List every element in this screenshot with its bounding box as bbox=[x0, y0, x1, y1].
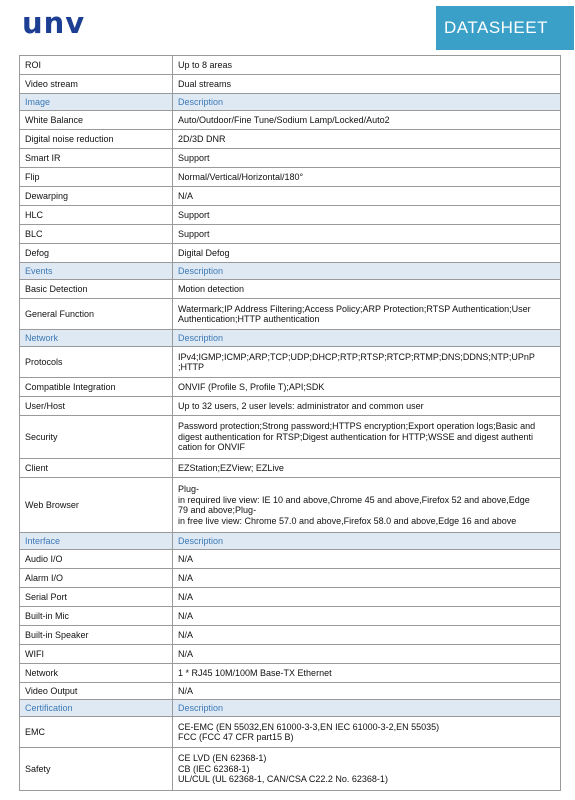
spec-label: White Balance bbox=[20, 111, 173, 130]
spec-row bbox=[20, 299, 561, 330]
section-description-header bbox=[173, 263, 561, 280]
spec-table bbox=[19, 55, 561, 791]
spec-row bbox=[20, 187, 561, 206]
spec-label: BLC bbox=[20, 225, 173, 244]
spec-value-line: Watermark;IP Address Filtering;Access Policy;ARP Protection;RTSP Authentication;User bbox=[178, 303, 531, 314]
spec-value-line: Normal/Vertical/Horizontal/180° bbox=[178, 171, 304, 182]
spec-label: EMC bbox=[20, 717, 173, 748]
spec-row bbox=[20, 588, 561, 607]
spec-value bbox=[173, 607, 561, 626]
spec-value-line: Support bbox=[178, 228, 210, 239]
spec-row bbox=[20, 569, 561, 588]
spec-label: Basic Detection bbox=[20, 280, 173, 299]
spec-label: Serial Port bbox=[20, 588, 173, 607]
spec-value-line: Description bbox=[178, 702, 224, 713]
spec-value-line: N/A bbox=[178, 553, 194, 564]
spec-row bbox=[20, 626, 561, 645]
spec-value-line: Description bbox=[178, 332, 224, 343]
spec-value bbox=[173, 378, 561, 397]
spec-label: Flip bbox=[20, 168, 173, 187]
spec-value-line: Description bbox=[178, 96, 224, 107]
spec-value bbox=[173, 717, 561, 748]
spec-value-line: Authentication;HTTP authentication bbox=[178, 314, 320, 324]
spec-value bbox=[173, 280, 561, 299]
spec-label: Alarm I/O bbox=[20, 569, 173, 588]
spec-value bbox=[173, 588, 561, 607]
spec-row bbox=[20, 607, 561, 626]
spec-value bbox=[173, 626, 561, 645]
spec-row bbox=[20, 206, 561, 225]
spec-value-line: Digital Defog bbox=[178, 247, 230, 258]
spec-value-line: N/A bbox=[178, 572, 194, 583]
spec-row bbox=[20, 459, 561, 478]
spec-value-line: N/A bbox=[178, 610, 194, 621]
spec-label: Compatible Integration bbox=[20, 378, 173, 397]
spec-value bbox=[173, 645, 561, 664]
spec-label: ROI bbox=[20, 56, 173, 75]
spec-row bbox=[20, 347, 561, 378]
spec-value-line: CE-EMC (EN 55032,EN 61000-3-3,EN IEC 61000-3-2,EN 55035) bbox=[178, 721, 440, 732]
section-description-header bbox=[173, 330, 561, 347]
spec-value bbox=[173, 664, 561, 683]
spec-row bbox=[20, 416, 561, 459]
spec-value-line: N/A bbox=[178, 648, 194, 659]
spec-value bbox=[173, 748, 561, 791]
spec-value-line: in required live view: IE 10 and above,Chrome 45 and above,Firefox 52 and above,Edge bbox=[178, 494, 530, 505]
spec-value-line: Support bbox=[178, 209, 210, 220]
spec-value-line: Motion detection bbox=[178, 283, 245, 294]
spec-value-line: ONVIF (Profile S, Profile T);API;SDK bbox=[178, 381, 325, 392]
spec-value-line: N/A bbox=[178, 685, 194, 696]
section-description-header bbox=[173, 94, 561, 111]
section-header-row bbox=[20, 330, 561, 347]
spec-label: User/Host bbox=[20, 397, 173, 416]
spec-row bbox=[20, 149, 561, 168]
spec-value bbox=[173, 416, 561, 459]
spec-row bbox=[20, 683, 561, 700]
spec-value bbox=[173, 478, 561, 533]
section-description-header bbox=[173, 700, 561, 717]
spec-value-line: ;HTTP bbox=[178, 362, 204, 372]
spec-value-line: UL/CUL (UL 62368-1, CAN/CSA C22.2 No. 62368-1) bbox=[178, 774, 388, 785]
spec-value-line: CE LVD (EN 62368-1) bbox=[178, 753, 267, 764]
spec-value-line: Support bbox=[178, 152, 210, 163]
spec-label: WIFI bbox=[20, 645, 173, 664]
spec-label: Video Output bbox=[20, 683, 173, 700]
section-title: Image bbox=[20, 94, 173, 111]
spec-value bbox=[173, 75, 561, 94]
spec-row bbox=[20, 664, 561, 683]
spec-value-line: N/A bbox=[178, 629, 194, 640]
spec-value-line: Up to 8 areas bbox=[178, 59, 233, 70]
spec-value bbox=[173, 225, 561, 244]
spec-value-line: N/A bbox=[178, 591, 194, 602]
spec-row bbox=[20, 717, 561, 748]
spec-value-line: EZStation;EZView; EZLive bbox=[178, 462, 284, 473]
spec-label: Smart IR bbox=[20, 149, 173, 168]
spec-row bbox=[20, 478, 561, 533]
spec-row bbox=[20, 550, 561, 569]
spec-label: Audio I/O bbox=[20, 550, 173, 569]
spec-value-line: digest authentication for RTSP;Digest authentication for HTTP;WSSE and digest authenti bbox=[178, 431, 534, 442]
spec-label: Digital noise reduction bbox=[20, 130, 173, 149]
section-header-row bbox=[20, 263, 561, 280]
spec-value bbox=[173, 550, 561, 569]
page-header bbox=[0, 0, 575, 52]
spec-label: Safety bbox=[20, 748, 173, 791]
spec-value-line: Description bbox=[178, 265, 224, 276]
spec-value bbox=[173, 347, 561, 378]
section-header-row bbox=[20, 533, 561, 550]
spec-label: Security bbox=[20, 416, 173, 459]
spec-value bbox=[173, 569, 561, 588]
spec-value bbox=[173, 206, 561, 225]
spec-label: Protocols bbox=[20, 347, 173, 378]
section-title: Certification bbox=[20, 700, 173, 717]
spec-value bbox=[173, 187, 561, 206]
spec-row bbox=[20, 378, 561, 397]
spec-value bbox=[173, 56, 561, 75]
spec-value-line: 79 and above;Plug- bbox=[178, 505, 257, 515]
spec-value bbox=[173, 244, 561, 263]
spec-row bbox=[20, 645, 561, 664]
spec-label: Network bbox=[20, 664, 173, 683]
spec-label: General Function bbox=[20, 299, 173, 330]
section-header-row bbox=[20, 700, 561, 717]
spec-value-line: Password protection;Strong password;HTTPS encryption;Export operation logs;Basic and bbox=[178, 421, 536, 432]
spec-value bbox=[173, 130, 561, 149]
spec-label: Video stream bbox=[20, 75, 173, 94]
spec-value-line: N/A bbox=[178, 190, 194, 201]
spec-label: Client bbox=[20, 459, 173, 478]
spec-label: Web Browser bbox=[20, 478, 173, 533]
spec-row bbox=[20, 748, 561, 791]
spec-value-line: 2D/3D DNR bbox=[178, 133, 226, 144]
section-title: Network bbox=[20, 330, 173, 347]
spec-value-line: Auto/Outdoor/Fine Tune/Sodium Lamp/Locked/Auto2 bbox=[178, 114, 390, 125]
spec-value bbox=[173, 299, 561, 330]
spec-row bbox=[20, 168, 561, 187]
spec-value bbox=[173, 683, 561, 700]
spec-value-line: in free live view: Chrome 57.0 and above,Firefox 58.0 and above,Edge 16 and above bbox=[178, 515, 517, 526]
spec-value-line: CB (IEC 62368-1) bbox=[178, 763, 250, 774]
spec-value-line: Dual streams bbox=[178, 78, 232, 89]
spec-value-line: FCC (FCC 47 CFR part15 B) bbox=[178, 732, 294, 742]
spec-value-line: IPv4;IGMP;ICMP;ARP;TCP;UDP;DHCP;RTP;RTSP;RTCP;RTMP;DNS;DDNS;NTP;UPnP bbox=[178, 351, 535, 362]
spec-label: HLC bbox=[20, 206, 173, 225]
spec-value bbox=[173, 149, 561, 168]
spec-row bbox=[20, 225, 561, 244]
section-header-row bbox=[20, 94, 561, 111]
spec-value-line: Up to 32 users, 2 user levels: administrator and common user bbox=[178, 400, 424, 411]
spec-value bbox=[173, 168, 561, 187]
spec-row bbox=[20, 56, 561, 75]
section-description-header bbox=[173, 533, 561, 550]
spec-value-line: 1 * RJ45 10M/100M Base-TX Ethernet bbox=[178, 667, 332, 678]
spec-value-line: Plug- bbox=[178, 484, 200, 494]
spec-value bbox=[173, 397, 561, 416]
spec-value-line: cation for ONVIF bbox=[178, 442, 246, 453]
section-title: Interface bbox=[20, 533, 173, 550]
spec-row bbox=[20, 244, 561, 263]
spec-row bbox=[20, 280, 561, 299]
datasheet-banner: DATASHEET bbox=[436, 6, 556, 50]
spec-row bbox=[20, 397, 561, 416]
spec-label: Built-in Mic bbox=[20, 607, 173, 626]
spec-row bbox=[20, 111, 561, 130]
spec-value bbox=[173, 459, 561, 478]
spec-value bbox=[173, 111, 561, 130]
spec-row bbox=[20, 75, 561, 94]
spec-label: Dewarping bbox=[20, 187, 173, 206]
spec-row bbox=[20, 130, 561, 149]
spec-value-line: Description bbox=[178, 535, 224, 546]
brand-logo: unv bbox=[22, 6, 86, 40]
spec-label: Defog bbox=[20, 244, 173, 263]
spec-label: Built-in Speaker bbox=[20, 626, 173, 645]
section-title: Events bbox=[20, 263, 173, 280]
